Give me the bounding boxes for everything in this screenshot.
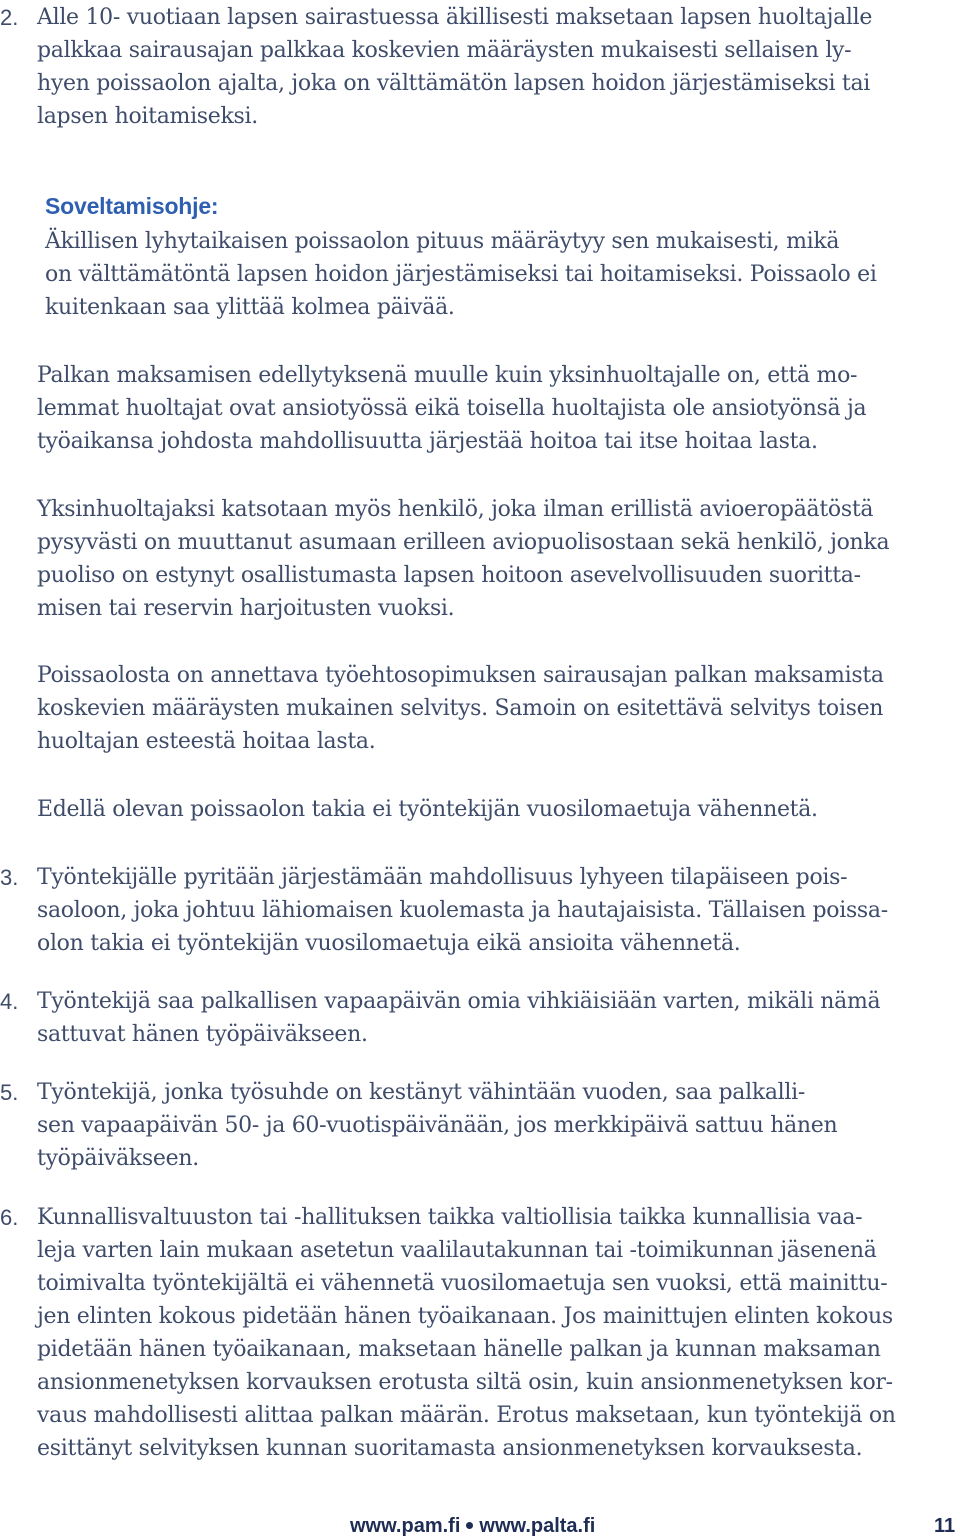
text-line: Työntekijä, jonka työsuhde on kestänyt vähintään vuoden, saa palkalli-	[37, 1080, 806, 1105]
footer-links	[350, 1512, 595, 1540]
bullet-icon	[466, 1522, 473, 1529]
page-number: 11	[934, 1515, 956, 1537]
text-line: pidetään hänen työaikanaan, maksetaan hänelle palkan ja kunnan maksaman	[37, 1337, 881, 1362]
item-number: 3.	[0, 865, 19, 890]
text-line: Työntekijä saa palkallisen vapaapäivän omia vihkiäisiään varten, mikäli nämä	[37, 989, 881, 1014]
text-line: koskevien määräysten mukainen selvitys. Samoin on esitettävä selvitys toisen	[37, 696, 884, 721]
text-line: Yksinhuoltajaksi katsotaan myös henkilö, joka ilman erillistä avioeropäätöstä	[37, 497, 874, 522]
text-line: kuitenkaan saa ylittää kolmea päivää.	[45, 295, 455, 320]
footer-link-pam[interactable]: www.pam.fi	[350, 1515, 461, 1537]
text-line: leja varten lain mukaan asetetun vaalilautakunnan tai -toimikunnan jäsenenä	[37, 1238, 877, 1263]
text-line: esittänyt selvityksen kunnan suoritamasta ansionmenetyksen korvauksesta.	[37, 1436, 863, 1461]
text-line: saoloon, joka johtuu lähiomaisen kuolemasta ja hautajaisista. Tällaisen poissa-	[37, 898, 888, 923]
text-line: vaus mahdollisesti alittaa palkan määrän. Erotus maksetaan, kun työntekijä on	[37, 1403, 896, 1428]
item-number: 5.	[0, 1080, 19, 1105]
text-line: Palkan maksamisen edellytyksenä muulle kuin yksinhuoltajalle on, että mo-	[37, 363, 858, 388]
text-line: toimivalta työntekijältä ei vähennetä vuosilomaetuja sen vuoksi, että mainittu-	[37, 1271, 888, 1296]
text-line: hyen poissaolon ajalta, joka on välttämätön lapsen hoidon järjestämiseksi tai	[37, 71, 871, 96]
text-line: huoltajan esteestä hoitaa lasta.	[37, 729, 376, 754]
text-line: Alle 10- vuotiaan lapsen sairastuessa äkillisesti maksetaan lapsen huoltajalle	[37, 5, 873, 30]
text-line: ansionmenetyksen korvauksen erotusta siltä osin, kuin ansionmenetyksen kor-	[37, 1370, 893, 1395]
guide-title: Soveltamisohje:	[45, 193, 219, 219]
text-line: työpäiväkseen.	[37, 1146, 199, 1171]
item-number: 2.	[0, 5, 19, 30]
text-line: sattuvat hänen työpäiväkseen.	[37, 1022, 368, 1047]
text-line: pysyvästi on muuttanut asumaan erilleen aviopuolisostaan sekä henkilö, jonka	[37, 530, 890, 555]
text-line: Poissaolosta on annettava työehtosopimuksen sairausajan palkan maksamista	[37, 663, 884, 688]
item-number: 6.	[0, 1205, 19, 1230]
text-line: misen tai reservin harjoitusten vuoksi.	[37, 596, 455, 621]
text-line: puoliso on estynyt osallistumasta lapsen hoitoon asevelvollisuuden suoritta-	[37, 563, 861, 588]
item-number: 4.	[0, 989, 19, 1014]
text-line: sen vapaapäivän 50- ja 60-vuotispäivänään, jos merkkipäivä sattuu hänen	[37, 1113, 838, 1138]
text-line: työaikansa johdosta mahdollisuutta järjestää hoitoa tai itse hoitaa lasta.	[37, 429, 818, 454]
text-line: Äkillisen lyhytaikaisen poissaolon pituus määräytyy sen mukaisesti, mikä	[45, 229, 840, 254]
text-line: Työntekijälle pyritään järjestämään mahdollisuus lyhyeen tilapäiseen pois-	[37, 865, 848, 890]
text-line: Edellä olevan poissaolon takia ei työntekijän vuosilomaetuja vähennetä.	[37, 797, 818, 822]
text-line: Kunnallisvaltuuston tai -hallituksen taikka valtiollisia taikka kunnallisia vaa-	[37, 1205, 863, 1230]
text-line: jen elinten kokous pidetään hänen työaikanaan. Jos mainittujen elinten kokous	[37, 1304, 893, 1329]
text-line: lapsen hoitamiseksi.	[37, 104, 258, 129]
text-line: on välttämätöntä lapsen hoidon järjestämiseksi tai hoitamiseksi. Poissaolo ei	[45, 262, 877, 287]
text-line: palkkaa sairausajan palkkaa koskevien määräysten mukaisesti sellaisen ly-	[37, 38, 852, 63]
text-line: lemmat huoltajat ovat ansiotyössä eikä toisella huoltajista ole ansiotyönsä ja	[37, 396, 867, 421]
text-line: olon takia ei työntekijän vuosilomaetuja eikä ansioita vähennetä.	[37, 931, 741, 956]
footer-link-palta[interactable]: www.palta.fi	[479, 1515, 596, 1537]
